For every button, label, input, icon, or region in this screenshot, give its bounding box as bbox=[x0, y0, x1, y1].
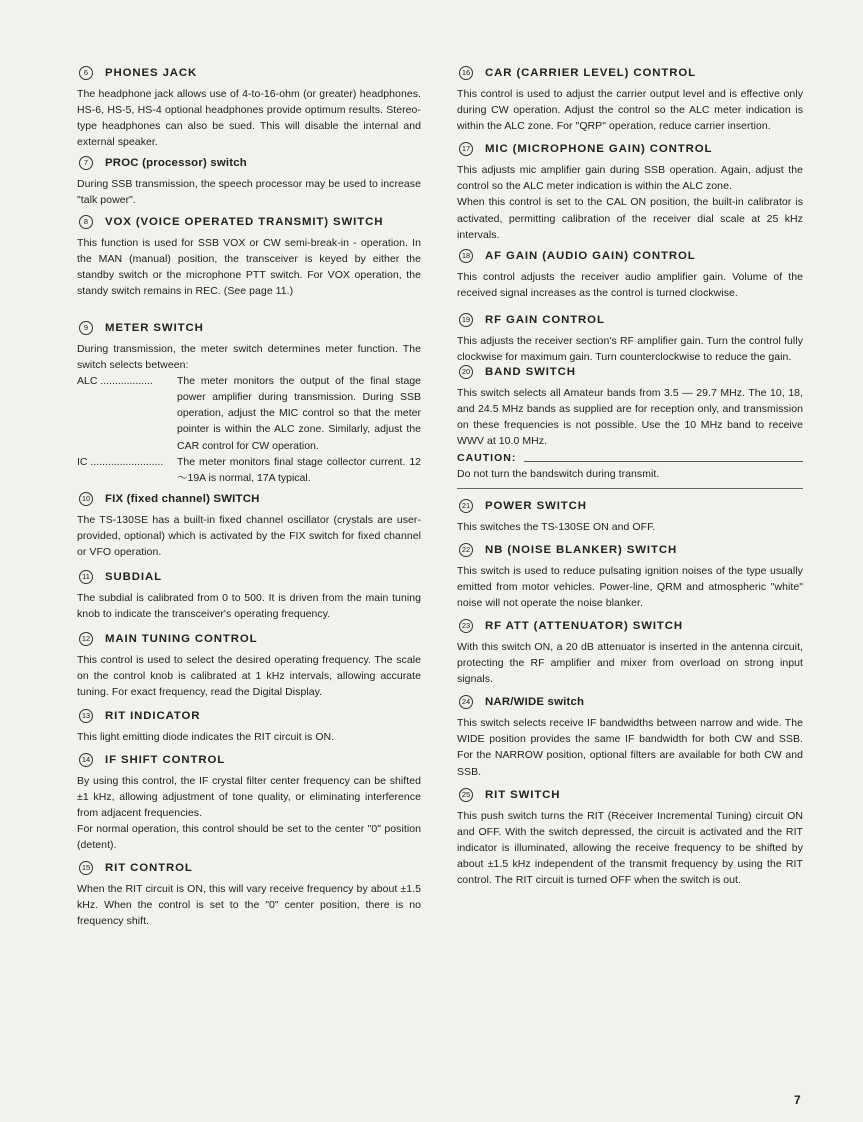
section-heading bbox=[457, 313, 803, 327]
section-15 bbox=[77, 861, 421, 929]
circled-number-icon: 16 bbox=[459, 66, 473, 80]
section-title: METER SWITCH bbox=[105, 321, 204, 334]
section-title: CAR (CARRIER LEVEL) CONTROL bbox=[485, 67, 696, 79]
section-title: RIT CONTROL bbox=[105, 862, 193, 875]
section-heading bbox=[457, 788, 803, 802]
section-title: RIT INDICATOR bbox=[105, 709, 201, 722]
body-paragraph: The headphone jack allows use of 4-to-16-ohm (or greater) headphones. HS-6, HS-5, HS-4 optional headphones provide optimum results. Stereo-type headphones can also be sued. This will disable the internal and external speaker. bbox=[77, 88, 421, 149]
circled-number-icon: 12 bbox=[79, 632, 93, 646]
section-heading bbox=[77, 156, 421, 170]
right-column bbox=[457, 66, 803, 888]
caution-text: Do not turn the bandswitch during transmit. bbox=[457, 467, 660, 480]
section-24 bbox=[457, 695, 803, 779]
section-14 bbox=[77, 753, 421, 853]
body-paragraph: For normal operation, this control should be set to the center "0" position (detent). bbox=[77, 822, 421, 851]
definition-row bbox=[77, 454, 421, 486]
circled-number-icon: 22 bbox=[459, 543, 473, 557]
section-7 bbox=[77, 156, 421, 208]
definition-row bbox=[77, 373, 421, 453]
section-heading bbox=[77, 753, 421, 767]
body-paragraph: When this control is set to the CAL ON position, the built-in calibrator is activated, permitting calibration of the receiver dial scale at 25 kHz intervals. bbox=[457, 196, 803, 241]
section-13 bbox=[77, 709, 421, 745]
circled-number-icon: 18 bbox=[459, 249, 473, 263]
body-paragraph: The TS-130SE has a built-in fixed channel oscillator (crystals are user-provided, optional) which is activated by the FIX switch for fixed channel or VFO operation. bbox=[77, 513, 421, 558]
body-paragraph: During SSB transmission, the speech processor may be used to increase "talk power". bbox=[77, 178, 421, 207]
section-heading bbox=[77, 570, 421, 584]
section-heading bbox=[457, 619, 803, 633]
section-17 bbox=[457, 142, 803, 242]
section-9 bbox=[77, 321, 421, 486]
section-heading bbox=[77, 861, 421, 875]
section-title: AF GAIN (AUDIO GAIN) CONTROL bbox=[485, 249, 696, 262]
section-10 bbox=[77, 492, 421, 560]
section-title: NAR/WIDE switch bbox=[485, 696, 585, 709]
body-paragraph: This control adjusts the receiver audio amplifier gain. Volume of the received signal increases as the control is turned clockwise. bbox=[457, 270, 803, 299]
body-paragraph: With this switch ON, a 20 dB attenuator is inserted in the antenna circuit, protecting the RF amplifier and mixer from overload on strong input signals. bbox=[457, 640, 803, 686]
section-title: FIX (fixed channel) SWITCH bbox=[105, 492, 260, 505]
definition-term: ALC .................. bbox=[77, 375, 153, 388]
section-6 bbox=[77, 66, 421, 150]
body-paragraph: This control is used to select the desired operating frequency. The scale on the control knob is calibrated at 1 kHz intervals, allowing accurate tuning. For exact frequency, read the Digital Display. bbox=[77, 654, 421, 699]
body-paragraph: This function is used for SSB VOX or CW semi-break-in - operation. In the MAN (manual) position, the transceiver is keyed by either the standby switch or the microphone PTT switch. For VOX operation, the standy switch remains in REC. (See page 11.) bbox=[77, 236, 421, 297]
page-number: 7 bbox=[794, 1093, 801, 1107]
section-heading bbox=[77, 215, 421, 229]
body-paragraph: By using this control, the IF crystal filter center frequency can be shifted ±1 kHz, allowing adjustment of tone quality, or eliminating interference from adjacent frequencies. bbox=[77, 774, 421, 819]
section-heading bbox=[457, 365, 803, 379]
definition-description: The meter monitors the output of the final stage power amplifier during transmission. During SSB operation, adjust the MIC control so that the meter pointer is within the ALC zone. Similarly, adjust the CAR control for CW operation. bbox=[177, 375, 421, 452]
caution-box bbox=[457, 450, 803, 489]
section-title: PHONES JACK bbox=[105, 67, 198, 79]
circled-number-icon: 10 bbox=[79, 492, 93, 506]
circled-number-icon: 7 bbox=[79, 156, 93, 170]
body-paragraph: This switch selects all Amateur bands from 3.5 — 29.7 MHz. The 10, 18, and 24.5 MHz bands as supplied are for reception only, and transmission on these frequencies is not possible. Use the 10 MHz band to receive WWV at 10.0 MHz. bbox=[457, 387, 803, 448]
section-title: BAND SWITCH bbox=[485, 366, 576, 379]
section-title: RF GAIN CONTROL bbox=[485, 313, 605, 326]
section-23 bbox=[457, 619, 803, 687]
section-heading bbox=[77, 709, 421, 723]
body-paragraph: This push switch turns the RIT (Receiver Incremental Tuning) circuit ON and OFF. With the switch depressed, the circuit is activated and the RIT indicator is illuminated, allowing the receive frequency to be shifted by about ±1.5 kHz independent of the transmit frequency by using the RIT control. The RIT circuit is turned OFF when the switch is out. bbox=[457, 809, 803, 886]
body-paragraph: This adjusts mic amplifier gain during SSB operation. Again, adjust the control so the ALC meter indication is within the ALC zone. bbox=[457, 164, 803, 193]
circled-number-icon: 17 bbox=[459, 142, 473, 156]
body-paragraph: This adjusts the receiver section's RF amplifier gain. Turn the control fully clockwise for maximum gain. Turn counterclockwise to reduce the gain. bbox=[457, 334, 803, 364]
section-16 bbox=[457, 66, 803, 134]
circled-number-icon: 23 bbox=[459, 619, 473, 633]
section-21 bbox=[457, 499, 803, 535]
circled-number-icon: 8 bbox=[79, 215, 93, 229]
section-heading bbox=[457, 142, 803, 156]
circled-number-icon: 9 bbox=[79, 321, 93, 335]
left-column bbox=[77, 66, 421, 929]
section-22 bbox=[457, 543, 803, 611]
caution-rule-line bbox=[524, 461, 803, 462]
caution-bottom-rule bbox=[457, 488, 803, 489]
section-title: VOX (VOICE OPERATED TRANSMIT) SWITCH bbox=[105, 215, 384, 228]
body-paragraph: This switch is used to reduce pulsating ignition noises of the type usually emitted from motor vehicles. Power-line, QRM and atmospheric "white" noise will not operate the noise blanker. bbox=[457, 564, 803, 609]
caution-label: CAUTION: bbox=[457, 451, 517, 464]
section-heading bbox=[457, 66, 803, 80]
section-title: POWER SWITCH bbox=[485, 499, 587, 512]
section-heading bbox=[457, 543, 803, 557]
section-8 bbox=[77, 215, 421, 299]
section-heading bbox=[77, 66, 421, 80]
section-title: IF SHIFT CONTROL bbox=[105, 753, 226, 766]
section-title: RF ATT (ATTENUATOR) SWITCH bbox=[485, 619, 684, 632]
body-paragraph: The subdial is calibrated from 0 to 500. It is driven from the main tuning knob to indicate the transceiver's operating frequency. bbox=[77, 592, 421, 621]
body-paragraph: This switches the TS-130SE ON and OFF. bbox=[457, 520, 656, 533]
body-paragraph: During transmission, the meter switch determines meter function. The switch selects between: bbox=[77, 342, 421, 372]
caution-label-row bbox=[457, 450, 803, 466]
definition-description: The meter monitors final stage collector current. 12～19A is normal, 17A typical. bbox=[177, 455, 421, 484]
circled-number-icon: 15 bbox=[79, 861, 93, 875]
circled-number-icon: 11 bbox=[79, 570, 93, 584]
circled-number-icon: 21 bbox=[459, 499, 473, 513]
circled-number-icon: 13 bbox=[79, 709, 93, 723]
section-19 bbox=[457, 313, 803, 365]
section-title: PROC (processor) switch bbox=[105, 157, 247, 170]
circled-number-icon: 6 bbox=[79, 66, 93, 80]
section-title: MAIN TUNING CONTROL bbox=[105, 633, 258, 646]
circled-number-icon: 20 bbox=[459, 365, 473, 379]
definition-term: IC ......................... bbox=[77, 455, 164, 468]
section-title: NB (NOISE BLANKER) SWITCH bbox=[485, 543, 678, 556]
circled-number-icon: 19 bbox=[459, 313, 473, 327]
section-25 bbox=[457, 788, 803, 888]
section-title: MIC (MICROPHONE GAIN) CONTROL bbox=[485, 143, 713, 156]
section-title: SUBDIAL bbox=[105, 571, 162, 584]
section-12 bbox=[77, 632, 421, 700]
circled-number-icon: 14 bbox=[79, 753, 93, 767]
circled-number-icon: 24 bbox=[459, 695, 473, 709]
body-paragraph: This control is used to adjust the carrier output level and is effective only during CW operation. Adjust the control so the ALC meter indication is within the ALC zone. For "QRP" operation, reduce carrier insertion. bbox=[457, 88, 803, 133]
section-18 bbox=[457, 249, 803, 301]
section-heading bbox=[457, 695, 803, 709]
body-paragraph: When the RIT circuit is ON, this will vary receive frequency by about ±1.5 kHz. When the control is set to the "0" center position, there is no frequency shift. bbox=[77, 883, 421, 928]
section-heading bbox=[457, 499, 803, 513]
section-heading bbox=[77, 492, 421, 506]
section-heading bbox=[77, 632, 421, 646]
section-heading bbox=[457, 249, 803, 263]
section-11 bbox=[77, 570, 421, 622]
section-heading bbox=[77, 321, 421, 335]
body-paragraph: This switch selects receive IF bandwidths between narrow and wide. The WIDE position provides the same IF bandwidth for both CW and SSB. For the NARROW position, optional filters are available for both CW and SSB. bbox=[457, 717, 803, 778]
circled-number-icon: 25 bbox=[459, 788, 473, 802]
section-title: RIT SWITCH bbox=[485, 788, 561, 801]
section-20 bbox=[457, 365, 803, 488]
body-paragraph: This light emitting diode indicates the RIT circuit is ON. bbox=[77, 730, 335, 743]
